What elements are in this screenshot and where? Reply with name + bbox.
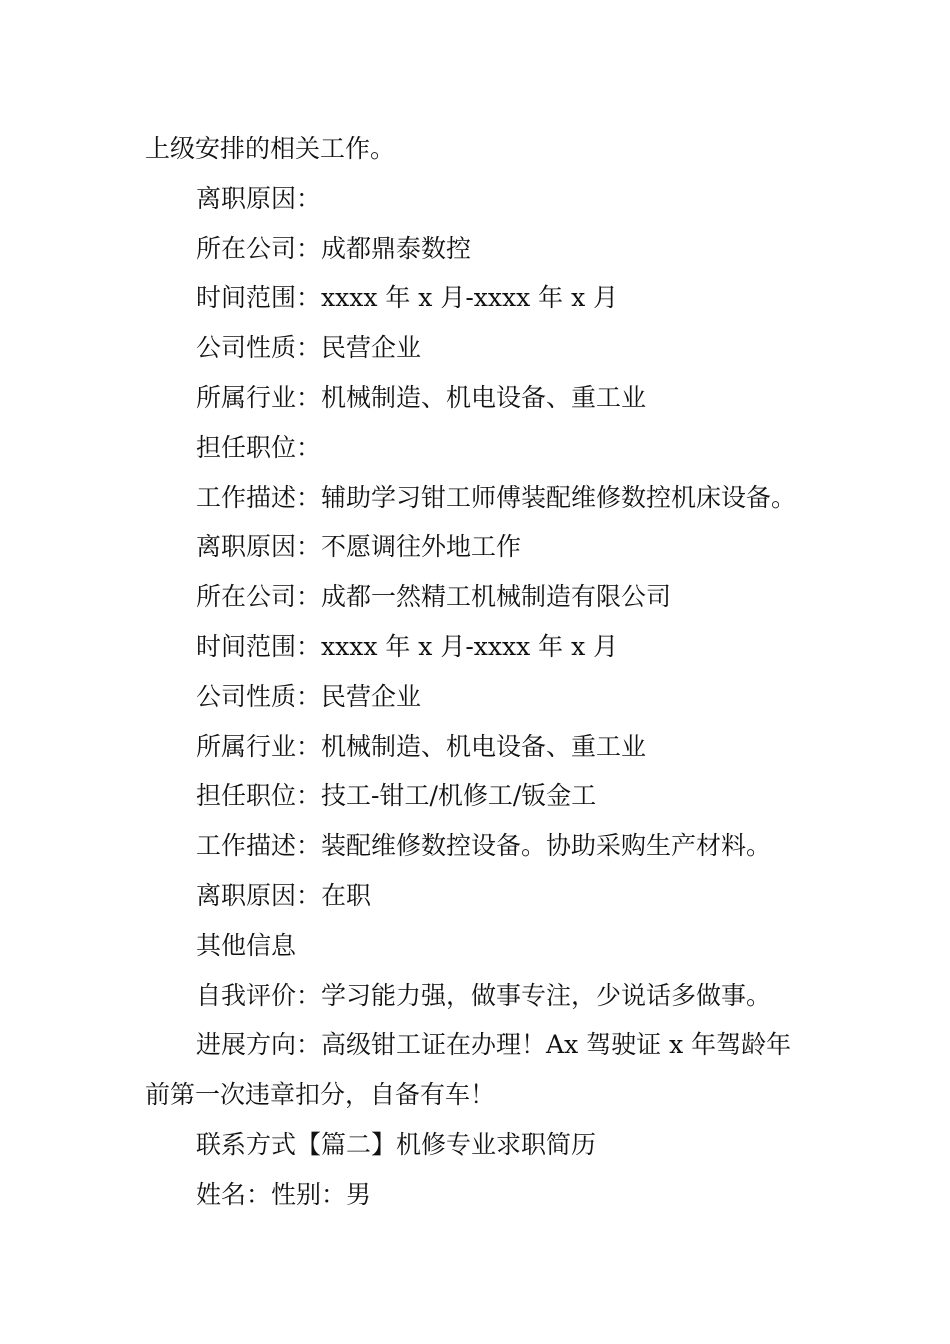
text-line bbox=[145, 473, 810, 523]
field-value: 高级钳工证在办理！Ax 驾驶证 x 年驾龄年 bbox=[321, 1030, 792, 1060]
field-value: 不愿调往外地工作 bbox=[321, 532, 522, 562]
field-value: 机械制造、机电设备、重工业 bbox=[321, 731, 647, 761]
field-label: 工作描述： bbox=[196, 831, 322, 861]
section-heading bbox=[145, 1120, 810, 1170]
field-label: 所在公司： bbox=[196, 582, 322, 612]
field-value: 成都一然精工机械制造有限公司 bbox=[321, 582, 672, 612]
field-value: 学习能力强，做事专注，少说话多做事。 bbox=[321, 980, 772, 1010]
field-value: 上级安排的相关工作。 bbox=[145, 134, 396, 163]
resume-text bbox=[145, 124, 810, 1220]
field-value: 民营企业 bbox=[321, 333, 422, 363]
text-line bbox=[145, 522, 810, 572]
field-value: 装配维修数控设备。协助采购生产材料。 bbox=[321, 831, 772, 861]
field-value: 辅助学习钳工师傅装配维修数控机床设备。 bbox=[321, 482, 797, 512]
field-value: 成都鼎泰数控 bbox=[321, 233, 472, 263]
heading-text: 其他信息 bbox=[196, 930, 297, 960]
field-label: 自我评价： bbox=[196, 980, 322, 1010]
field-label: 工作描述： bbox=[196, 482, 322, 512]
text-line bbox=[145, 771, 810, 821]
field-value: xxxx 年 x 月-xxxx 年 x 月 bbox=[321, 283, 619, 313]
text-line bbox=[145, 672, 810, 722]
field-value: 性别：男 bbox=[271, 1179, 372, 1209]
field-label: 所属行业： bbox=[196, 382, 322, 412]
text-line bbox=[145, 423, 810, 473]
field-label: 姓名： bbox=[196, 1179, 272, 1209]
field-value: 技工-钳工/机修工/钣金工 bbox=[321, 781, 597, 811]
field-label: 公司性质： bbox=[196, 681, 322, 711]
field-value: 在职 bbox=[321, 880, 372, 910]
heading-text: 联系方式【篇二】机修专业求职简历 bbox=[196, 1129, 597, 1159]
field-label: 离职原因： bbox=[196, 183, 322, 213]
field-label: 时间范围： bbox=[196, 283, 322, 313]
field-label: 担任职位： bbox=[196, 432, 322, 462]
section-heading bbox=[145, 921, 810, 971]
text-line bbox=[145, 821, 810, 871]
text-line bbox=[145, 871, 810, 921]
field-label: 时间范围： bbox=[196, 631, 322, 661]
field-value: 前第一次违章扣分，自备有车！ bbox=[145, 1080, 496, 1110]
text-line bbox=[145, 373, 810, 423]
field-label: 离职原因： bbox=[196, 880, 322, 910]
field-label: 所在公司： bbox=[196, 233, 322, 263]
field-value: 机械制造、机电设备、重工业 bbox=[321, 382, 647, 412]
field-label: 担任职位： bbox=[196, 781, 322, 811]
text-line bbox=[145, 1070, 810, 1120]
text-line bbox=[145, 722, 810, 772]
field-value: 民营企业 bbox=[321, 681, 422, 711]
field-label: 公司性质： bbox=[196, 333, 322, 363]
text-line bbox=[145, 971, 810, 1021]
field-label: 进展方向： bbox=[196, 1030, 322, 1060]
field-label: 离职原因： bbox=[196, 532, 322, 562]
text-line bbox=[145, 174, 810, 224]
text-line bbox=[145, 124, 810, 174]
text-line bbox=[145, 622, 810, 672]
text-line bbox=[145, 572, 810, 622]
text-line bbox=[145, 323, 810, 373]
field-label: 所属行业： bbox=[196, 731, 322, 761]
text-line bbox=[145, 224, 810, 274]
text-line bbox=[145, 273, 810, 323]
text-line bbox=[145, 1020, 810, 1070]
field-value: xxxx 年 x 月-xxxx 年 x 月 bbox=[321, 631, 619, 661]
text-line bbox=[145, 1170, 810, 1220]
